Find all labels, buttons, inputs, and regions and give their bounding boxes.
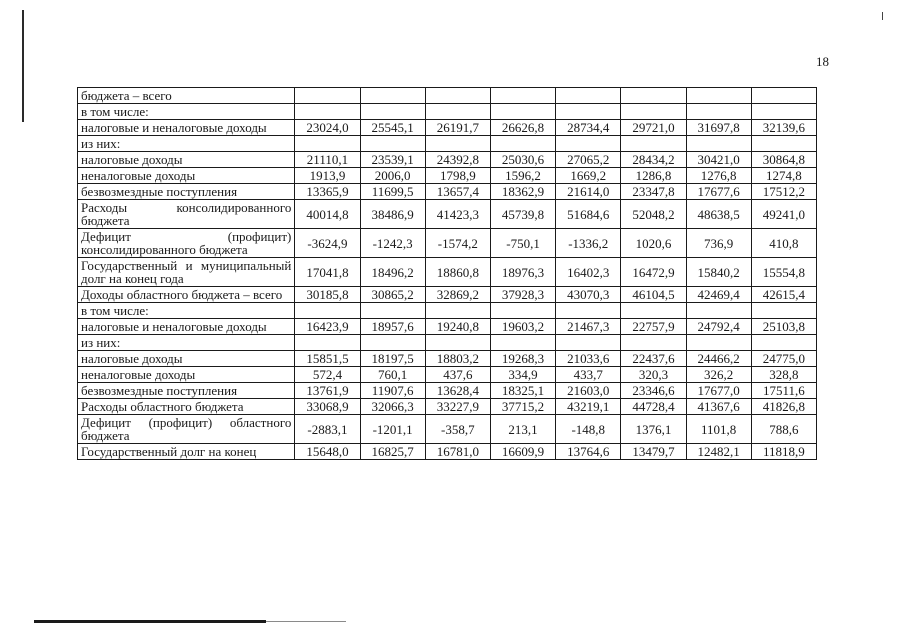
value-cell: 18197,5 [360, 351, 425, 367]
value-cell [360, 88, 425, 104]
value-cell: 13365,9 [295, 184, 360, 200]
value-cell: 788,6 [751, 415, 816, 444]
page-number: 18 [816, 54, 829, 69]
value-cell: 13657,4 [425, 184, 490, 200]
value-cell [425, 104, 490, 120]
value-cell: 15851,5 [295, 351, 360, 367]
value-cell: 30864,8 [751, 152, 816, 168]
value-cell: 17677,6 [686, 184, 751, 200]
value-cell: 16781,0 [425, 444, 490, 460]
value-cell: 326,2 [686, 367, 751, 383]
budget-table [77, 87, 817, 460]
value-cell [490, 335, 555, 351]
value-cell: 17512,2 [751, 184, 816, 200]
value-cell: 33227,9 [425, 399, 490, 415]
value-cell: -1336,2 [556, 229, 621, 258]
value-cell: 13628,4 [425, 383, 490, 399]
table-row [78, 168, 817, 184]
value-cell: -1201,1 [360, 415, 425, 444]
value-cell: 12482,1 [686, 444, 751, 460]
corner-tick-mark [882, 12, 883, 20]
table-row [78, 152, 817, 168]
budget-table-body [78, 88, 817, 460]
value-cell [556, 303, 621, 319]
value-cell: 25103,8 [751, 319, 816, 335]
value-cell [686, 104, 751, 120]
value-cell: 30185,8 [295, 287, 360, 303]
table-row [78, 184, 817, 200]
value-cell: 1669,2 [556, 168, 621, 184]
section-label: в том числе: [78, 303, 295, 319]
row-label: Доходы областного бюджета – всего [78, 287, 295, 303]
row-label: Расходы консолидированного бюджета [78, 200, 295, 229]
value-cell: 21110,1 [295, 152, 360, 168]
value-cell: 26191,7 [425, 120, 490, 136]
value-cell [751, 335, 816, 351]
value-cell [490, 104, 555, 120]
value-cell: 18803,2 [425, 351, 490, 367]
value-cell: 17511,6 [751, 383, 816, 399]
value-cell [295, 104, 360, 120]
value-cell: 31697,8 [686, 120, 751, 136]
value-cell: 11818,9 [751, 444, 816, 460]
value-cell: 18325,1 [490, 383, 555, 399]
table-row [78, 367, 817, 383]
row-label: Государственный и муниципальный долг на конец года [78, 258, 295, 287]
value-cell [425, 88, 490, 104]
value-cell: 18362,9 [490, 184, 555, 200]
value-cell: 21603,0 [556, 383, 621, 399]
value-cell: 11699,5 [360, 184, 425, 200]
value-cell: 32139,6 [751, 120, 816, 136]
value-cell [295, 88, 360, 104]
value-cell: 32066,3 [360, 399, 425, 415]
value-cell: 1020,6 [621, 229, 686, 258]
value-cell: 18976,3 [490, 258, 555, 287]
value-cell: 334,9 [490, 367, 555, 383]
row-label: налоговые и неналоговые доходы [78, 120, 295, 136]
value-cell [490, 303, 555, 319]
section-row [78, 335, 817, 351]
value-cell: 18860,8 [425, 258, 490, 287]
value-cell: 572,4 [295, 367, 360, 383]
table-row [78, 120, 817, 136]
row-label: бюджета – всего [78, 88, 295, 104]
value-cell: 22757,9 [621, 319, 686, 335]
value-cell: 18496,2 [360, 258, 425, 287]
value-cell: 27065,2 [556, 152, 621, 168]
table-row [78, 351, 817, 367]
value-cell: 15648,0 [295, 444, 360, 460]
value-cell [295, 335, 360, 351]
value-cell: 328,8 [751, 367, 816, 383]
value-cell [360, 335, 425, 351]
value-cell [360, 303, 425, 319]
value-cell: 30421,0 [686, 152, 751, 168]
table-row [78, 444, 817, 460]
value-cell [751, 303, 816, 319]
value-cell: 26626,8 [490, 120, 555, 136]
value-cell: 213,1 [490, 415, 555, 444]
value-cell: 11907,6 [360, 383, 425, 399]
value-cell [686, 335, 751, 351]
row-label: налоговые и неналоговые доходы [78, 319, 295, 335]
value-cell [295, 136, 360, 152]
value-cell [686, 136, 751, 152]
section-label: из них: [78, 136, 295, 152]
value-cell [621, 303, 686, 319]
value-cell: 410,8 [751, 229, 816, 258]
value-cell: 30865,2 [360, 287, 425, 303]
value-cell: 24392,8 [425, 152, 490, 168]
value-cell: 433,7 [556, 367, 621, 383]
table-row [78, 383, 817, 399]
value-cell: 28434,2 [621, 152, 686, 168]
row-label: налоговые доходы [78, 351, 295, 367]
value-cell: 41367,6 [686, 399, 751, 415]
value-cell: 23347,8 [621, 184, 686, 200]
section-label: из них: [78, 335, 295, 351]
value-cell: 32869,2 [425, 287, 490, 303]
value-cell: 51684,6 [556, 200, 621, 229]
value-cell: -2883,1 [295, 415, 360, 444]
value-cell: 33068,9 [295, 399, 360, 415]
value-cell: -1574,2 [425, 229, 490, 258]
row-label: налоговые доходы [78, 152, 295, 168]
value-cell [621, 136, 686, 152]
value-cell: -1242,3 [360, 229, 425, 258]
value-cell: 49241,0 [751, 200, 816, 229]
row-label: Расходы областного бюджета [78, 399, 295, 415]
value-cell: 2006,0 [360, 168, 425, 184]
section-row [78, 104, 817, 120]
value-cell: 24775,0 [751, 351, 816, 367]
value-cell: 1101,8 [686, 415, 751, 444]
value-cell: 24466,2 [686, 351, 751, 367]
value-cell: 37928,3 [490, 287, 555, 303]
value-cell: 13479,7 [621, 444, 686, 460]
value-cell [556, 104, 621, 120]
table-row [78, 319, 817, 335]
value-cell: 22437,6 [621, 351, 686, 367]
value-cell [556, 335, 621, 351]
value-cell [686, 303, 751, 319]
section-row [78, 136, 817, 152]
value-cell: 760,1 [360, 367, 425, 383]
value-cell [425, 303, 490, 319]
value-cell: 45739,8 [490, 200, 555, 229]
value-cell: 16825,7 [360, 444, 425, 460]
value-cell: 19240,8 [425, 319, 490, 335]
left-margin-rule [22, 10, 24, 122]
value-cell: 42615,4 [751, 287, 816, 303]
value-cell: 43070,3 [556, 287, 621, 303]
value-cell: 16423,9 [295, 319, 360, 335]
value-cell: 16402,3 [556, 258, 621, 287]
row-label: Дефицит (профицит) областного бюджета [78, 415, 295, 444]
value-cell: 1276,8 [686, 168, 751, 184]
value-cell: 1913,9 [295, 168, 360, 184]
value-cell: 24792,4 [686, 319, 751, 335]
value-cell: -358,7 [425, 415, 490, 444]
table-row [78, 229, 817, 258]
value-cell: 1286,8 [621, 168, 686, 184]
table-row [78, 415, 817, 444]
value-cell: 17041,8 [295, 258, 360, 287]
section-row [78, 303, 817, 319]
value-cell: 1274,8 [751, 168, 816, 184]
value-cell [621, 88, 686, 104]
value-cell [686, 88, 751, 104]
value-cell: 38486,9 [360, 200, 425, 229]
value-cell: 13764,6 [556, 444, 621, 460]
value-cell: 41826,8 [751, 399, 816, 415]
value-cell: 19603,2 [490, 319, 555, 335]
value-cell: 15554,8 [751, 258, 816, 287]
value-cell: 25545,1 [360, 120, 425, 136]
value-cell: 23539,1 [360, 152, 425, 168]
table-row [78, 258, 817, 287]
value-cell: 17677,0 [686, 383, 751, 399]
value-cell: 41423,3 [425, 200, 490, 229]
value-cell: 16472,9 [621, 258, 686, 287]
value-cell [425, 136, 490, 152]
value-cell [360, 104, 425, 120]
value-cell: -3624,9 [295, 229, 360, 258]
value-cell: 21033,6 [556, 351, 621, 367]
value-cell [556, 136, 621, 152]
value-cell [360, 136, 425, 152]
value-cell: 44728,4 [621, 399, 686, 415]
value-cell: 736,9 [686, 229, 751, 258]
value-cell: 21467,3 [556, 319, 621, 335]
value-cell: 28734,4 [556, 120, 621, 136]
value-cell: 42469,4 [686, 287, 751, 303]
value-cell: 16609,9 [490, 444, 555, 460]
section-label: в том числе: [78, 104, 295, 120]
value-cell: 15840,2 [686, 258, 751, 287]
value-cell [621, 335, 686, 351]
value-cell: 48638,5 [686, 200, 751, 229]
value-cell: 23024,0 [295, 120, 360, 136]
value-cell: 43219,1 [556, 399, 621, 415]
value-cell [295, 303, 360, 319]
value-cell: 23346,6 [621, 383, 686, 399]
value-cell [556, 88, 621, 104]
value-cell: 1798,9 [425, 168, 490, 184]
value-cell: 37715,2 [490, 399, 555, 415]
value-cell [751, 88, 816, 104]
value-cell: 40014,8 [295, 200, 360, 229]
value-cell: 52048,2 [621, 200, 686, 229]
table-row [78, 287, 817, 303]
row-label: неналоговые доходы [78, 168, 295, 184]
table-row [78, 399, 817, 415]
footnote-rule-tail [266, 621, 346, 622]
table-row [78, 88, 817, 104]
row-label: Государственный долг на конец [78, 444, 295, 460]
value-cell [425, 335, 490, 351]
value-cell: 320,3 [621, 367, 686, 383]
footnote-rule [34, 620, 266, 623]
value-cell: -750,1 [490, 229, 555, 258]
row-label: Дефицит (профицит) консолидированного бюджета [78, 229, 295, 258]
value-cell [751, 104, 816, 120]
value-cell [490, 136, 555, 152]
value-cell: 437,6 [425, 367, 490, 383]
value-cell: 29721,0 [621, 120, 686, 136]
value-cell: 46104,5 [621, 287, 686, 303]
value-cell: 25030,6 [490, 152, 555, 168]
value-cell: 18957,6 [360, 319, 425, 335]
value-cell [751, 136, 816, 152]
value-cell: 19268,3 [490, 351, 555, 367]
value-cell: 1376,1 [621, 415, 686, 444]
value-cell: 21614,0 [556, 184, 621, 200]
value-cell: 1596,2 [490, 168, 555, 184]
value-cell [490, 88, 555, 104]
value-cell: 13761,9 [295, 383, 360, 399]
table-row [78, 200, 817, 229]
row-label: безвозмездные поступления [78, 383, 295, 399]
value-cell [621, 104, 686, 120]
row-label: безвозмездные поступления [78, 184, 295, 200]
row-label: неналоговые доходы [78, 367, 295, 383]
value-cell: -148,8 [556, 415, 621, 444]
